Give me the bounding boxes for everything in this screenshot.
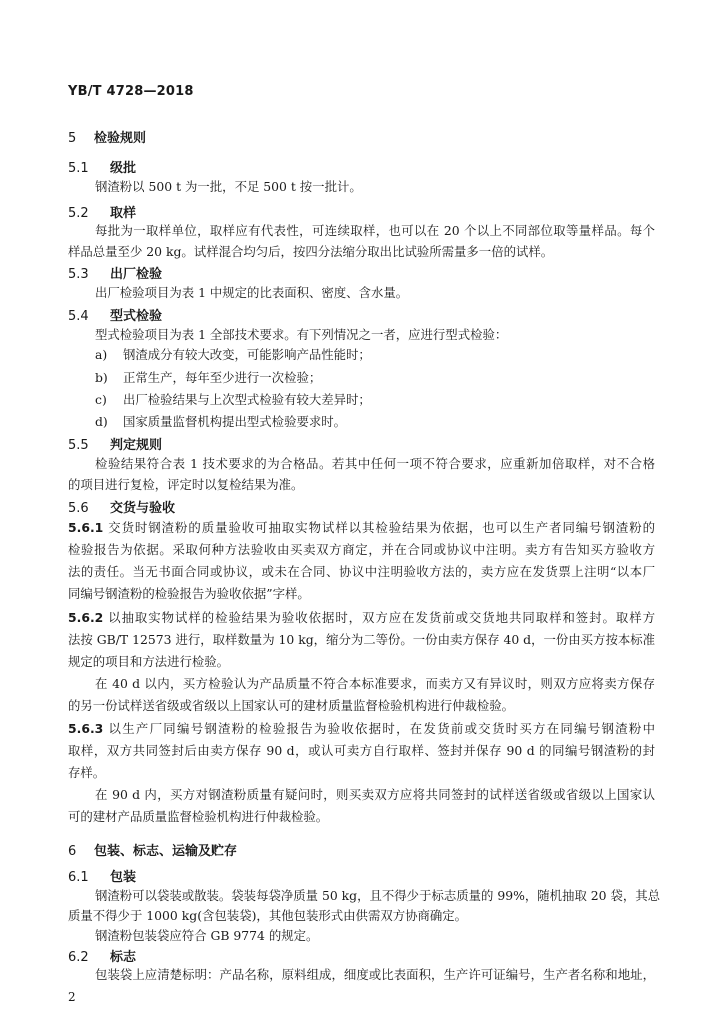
list-marker: d) <box>95 414 108 429</box>
list-marker: b) <box>95 370 108 385</box>
paragraph-line: 检验结果符合表 1 技术要求的为合格品。若其中任何一项不符合要求，应重新加倍取样，对不合格 <box>95 456 655 471</box>
paragraph-line: 钢渣粉可以袋装或散装。袋装每袋净质量 50 kg，且不得少于标志质量的 99%，随机抽取 20 袋，其总 <box>95 888 661 903</box>
subsection-title: 判定规则 <box>110 438 163 453</box>
paragraph-line: 每批为一取样单位，取样应有代表性，可连续取样，也可以在 20 个以上不同部位取等量样品。每个 <box>95 223 655 238</box>
clause-5-6-3-first-line <box>68 718 655 740</box>
subsection-5-6-heading <box>68 497 175 516</box>
paragraph-line: 样品总量至少 20 kg。试样混合均匀后，按四分法缩分取出比试验所需量多一倍的试样。 <box>68 244 554 259</box>
paragraph-line: 在 90 d 内，买方对钢渣粉质量有疑问时，则买卖双方应将共同签封的试样送省级或省级以上国家认 <box>95 787 655 802</box>
subsection-number: 5.5 <box>68 438 89 453</box>
paragraph-line: 交货时钢渣粉的质量验收可抽取实物试样以其检验结果为依据，也可以生产者同编号钢渣粉的 <box>108 520 655 535</box>
section-number: 5 <box>68 131 77 146</box>
subsection-5-5-heading <box>68 434 162 453</box>
list-text: 国家质量监督机构提出型式检验要求时。 <box>123 414 347 429</box>
paragraph-line: 取样，双方共同签封后由卖方保存 90 d，或认可卖方自行取样、签封并保存 90 d 的同编号钢渣粉的封 <box>68 743 655 758</box>
subsection-number: 5.4 <box>68 309 89 324</box>
clause-number: 5.6.3 <box>68 721 104 736</box>
paragraph-line: 质量不得少于 1000 kg(含包装袋)，其他包装形式由供需双方协商确定。 <box>68 908 468 923</box>
subsection-5-2-heading <box>68 202 136 221</box>
paragraph-line: 可的建材产品质量监督检验机构进行仲裁检验。 <box>68 809 329 824</box>
paragraph-line: 以抽取实物试样的检验结果为验收依据时，双方应在发货前或交货地共同取样和签封。取样方 <box>108 610 655 625</box>
subsection-title: 级批 <box>110 161 137 176</box>
subsection-number: 6.2 <box>68 950 89 965</box>
clause-5-6-1-first-line <box>68 517 655 539</box>
list-marker: a) <box>95 347 108 362</box>
subsection-title: 出厂检验 <box>110 267 163 282</box>
subsection-title: 标志 <box>110 950 137 965</box>
section-title: 检验规则 <box>94 131 147 146</box>
paragraph-line: 的另一份试样送省级或省级以上国家认可的建材质量监督检验机构进行仲裁检验。 <box>68 698 515 713</box>
standard-number-header: YB/T 4728—2018 <box>68 84 194 99</box>
page-number: 2 <box>68 990 76 1004</box>
clause-number: 5.6.1 <box>68 520 104 535</box>
list-item <box>95 368 321 386</box>
paragraph-line: 的项目进行复检，评定时以复检结果为准。 <box>68 477 304 492</box>
paragraph-line: 在 40 d 以内，买方检验认为产品质量不符合本标准要求，而卖方又有异议时，则双方应将卖方保存 <box>95 676 655 691</box>
paragraph-line: 检验报告为依据。采取何种方法验收由买卖双方商定，并在合同或协议中注明。卖方有告知买方验收方 <box>68 542 655 557</box>
section-5-heading <box>68 127 146 146</box>
paragraph-line: 钢渣粉包装袋应符合 GB 9774 的规定。 <box>95 928 319 943</box>
paragraph-line: 法按 GB/T 12573 进行，取样数量为 10 kg，缩分为二等份。一份由卖方保存 40 d，一份由买方按本标准 <box>68 632 656 647</box>
paragraph-line: 法的责任。当无书面合同或协议，或未在合同、协议中注明验收方法的，卖方应在发货票上注明“以本厂 <box>68 564 655 579</box>
subsection-title: 包装 <box>110 870 137 885</box>
list-marker: c) <box>95 392 107 407</box>
section-title: 包装、标志、运输及贮存 <box>94 844 238 859</box>
subsection-5-3-heading <box>68 263 162 282</box>
clause-number: 5.6.2 <box>68 610 104 625</box>
subsection-number: 6.1 <box>68 870 89 885</box>
subsection-number: 5.6 <box>68 501 89 516</box>
list-item <box>95 412 346 430</box>
subsection-number: 5.1 <box>68 161 89 176</box>
list-text: 钢渣成分有较大改变，可能影响产品性能时； <box>123 347 371 362</box>
subsection-number: 5.2 <box>68 206 89 221</box>
subsection-number: 5.3 <box>68 267 89 282</box>
paragraph-line: 存样。 <box>68 765 106 780</box>
paragraph-line: 以生产厂同编号钢渣粉的检验报告为验收依据时，在发货前或交货时买方在同编号钢渣粉中 <box>108 721 655 736</box>
list-text: 正常生产，每年至少进行一次检验； <box>123 370 322 385</box>
paragraph: 出厂检验项目为表 1 中规定的比表面积、密度、含水量。 <box>95 285 409 300</box>
section-6-heading <box>68 840 237 859</box>
list-item <box>95 390 371 408</box>
list-text: 出厂检验结果与上次型式检验有较大差异时； <box>123 392 371 407</box>
paragraph-line: 规定的项目和方法进行检验。 <box>68 654 230 669</box>
subsection-title: 交货与验收 <box>110 501 176 516</box>
subsection-5-1-heading <box>68 157 136 176</box>
list-item <box>95 345 371 363</box>
clause-5-6-2-first-line <box>68 607 655 629</box>
paragraph-line: 同编号钢渣粉的检验报告为验收依据”字样。 <box>68 586 310 601</box>
subsection-6-2-heading <box>68 946 136 965</box>
section-number: 6 <box>68 844 77 859</box>
paragraph: 钢渣粉以 500 t 为一批，不足 500 t 按一批计。 <box>95 179 362 194</box>
subsection-title: 型式检验 <box>110 309 163 324</box>
subsection-6-1-heading <box>68 866 136 885</box>
paragraph: 型式检验项目为表 1 全部技术要求。有下列情况之一者，应进行型式检验： <box>95 327 508 342</box>
subsection-title: 取样 <box>110 206 137 221</box>
subsection-5-4-heading <box>68 305 162 324</box>
paragraph-line: 包装袋上应清楚标明：产品名称，原料组成，细度或比表面积，生产许可证编号，生产者名称和地址， <box>95 967 655 982</box>
